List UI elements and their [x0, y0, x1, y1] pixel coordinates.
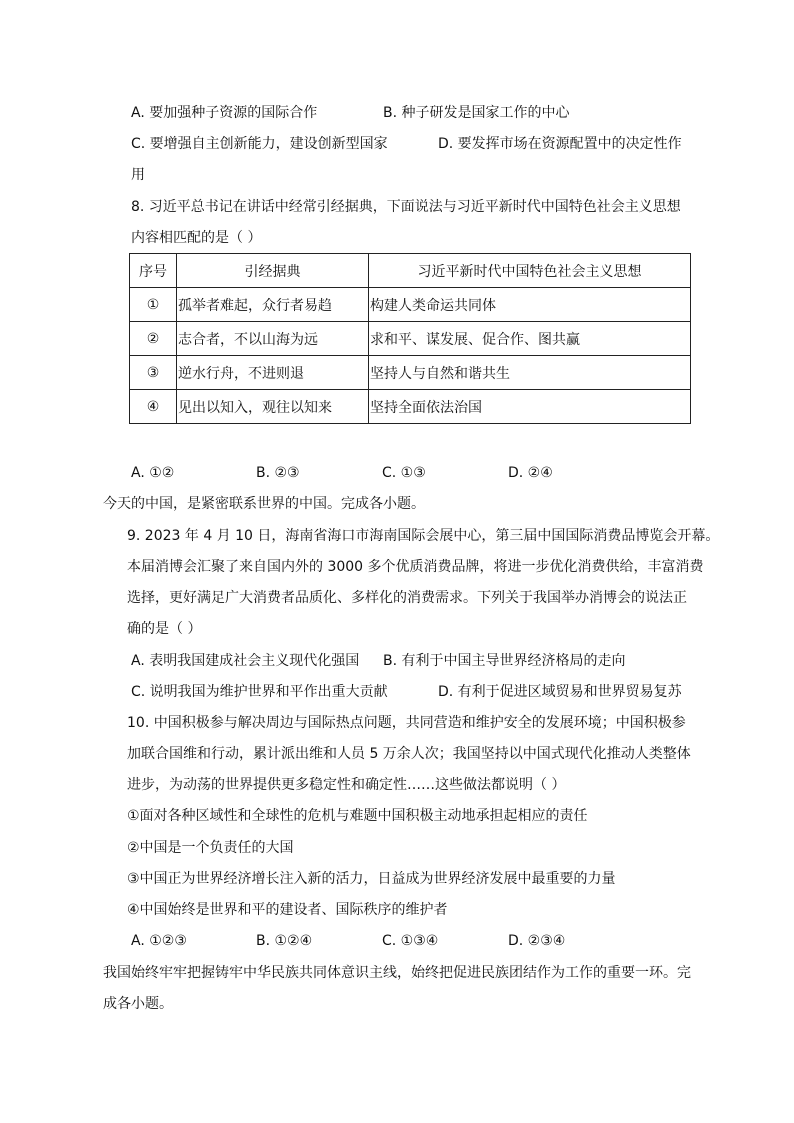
- q10-statement: ④中国始终是世界和平的建设者、国际秩序的维护者: [127, 902, 448, 918]
- q9-stem-line: 本届消博会汇聚了来自国内外的 3000 多个优质消费品牌，将进一步优化消费供给，丰富消费: [127, 559, 704, 575]
- q8-option-a: A. ①②: [131, 465, 175, 481]
- table-cell-quote: 志合者，不以山海为远: [177, 322, 369, 356]
- table-cell-quote: 逆水行舟，不进则退: [177, 356, 369, 390]
- table-header: 习近平新时代中国特色社会主义思想: [369, 254, 691, 288]
- table-header: 引经据典: [177, 254, 369, 288]
- q7-option-d: D. 要发挥市场在资源配置中的决定性作: [438, 136, 682, 152]
- table-cell-thought: 坚持人与自然和谐共生: [369, 356, 691, 390]
- q9-stem-line: 确的是（ ）: [127, 621, 202, 637]
- table-row: [130, 356, 691, 390]
- q10-statement: ①面对各种区域性和全球性的危机与难题中国积极主动地承担起相应的责任: [127, 808, 588, 824]
- q10-stem-line: 进步，为动荡的世界提供更多稳定性和确定性……这些做法都说明（ ）: [127, 777, 566, 793]
- q10-stem-line: 10. 中国积极参与解决周边与国际热点问题，共同营造和维护安全的发展环境；中国积极参: [127, 715, 686, 731]
- q9-option-b: B. 有利于中国主导世界经济格局的走向: [383, 653, 626, 669]
- table-cell-quote: 孤举者难起，众行者易趋: [177, 288, 369, 322]
- table-cell-index: ①: [130, 288, 177, 322]
- table-header: 序号: [130, 254, 177, 288]
- table-cell-thought: 坚持全面依法治国: [369, 390, 691, 424]
- q8-option-d: D. ②④: [508, 465, 553, 481]
- q10-option-c: C. ①③④: [382, 933, 439, 949]
- q7-option-a: A. 要加强种子资源的国际合作: [131, 105, 318, 121]
- q7-option-c: C. 要增强自主创新能力，建设创新型国家: [131, 136, 388, 152]
- q7-option-b: B. 种子研发是国家工作的中心: [383, 105, 570, 121]
- table-cell-thought: 求和平、谋发展、促合作、图共赢: [369, 322, 691, 356]
- table-cell-index: ④: [130, 390, 177, 424]
- q9-option-d: D. 有利于促进区域贸易和世界贸易复苏: [438, 684, 682, 700]
- q8-option-c: C. ①③: [382, 465, 426, 481]
- q10-option-a: A. ①②③: [131, 933, 187, 949]
- table-cell-thought: 构建人类命运共同体: [369, 288, 691, 322]
- q10-statement: ②中国是一个负责任的大国: [127, 840, 294, 856]
- table-row: [130, 390, 691, 424]
- section-intro-wrap: 成各小题。: [103, 996, 173, 1012]
- section-intro: 我国始终牢牢把握铸牢中华民族共同体意识主线，始终把促进民族团结作为工作的重要一环。完: [103, 965, 691, 981]
- table-cell-index: ③: [130, 356, 177, 390]
- q9-stem-line: 选择，更好满足广大消费者品质化、多样化的消费需求。下列关于我国举办消博会的说法正: [127, 590, 687, 606]
- q7-option-d-wrap: 用: [131, 167, 145, 183]
- q8-table: [129, 253, 691, 424]
- q8-stem-line2: 内容相匹配的是（ ）: [131, 230, 262, 246]
- section-intro: 今天的中国，是紧密联系世界的中国。完成各小题。: [103, 496, 425, 512]
- q10-statement: ③中国正为世界经济增长注入新的活力，日益成为世界经济发展中最重要的力量: [127, 871, 616, 887]
- q10-option-b: B. ①②④: [256, 933, 313, 949]
- q10-option-d: D. ②③④: [508, 933, 566, 949]
- table-row: [130, 322, 691, 356]
- q8-option-b: B. ②③: [256, 465, 300, 481]
- table-header-row: [130, 254, 691, 288]
- q8-stem-line1: 8. 习近平总书记在讲话中经常引经据典，下面说法与习近平新时代中国特色社会主义思想: [131, 199, 681, 215]
- table-cell-index: ②: [130, 322, 177, 356]
- q9-option-c: C. 说明我国为维护世界和平作出重大贡献: [131, 684, 388, 700]
- q9-stem-line: 9. 2023 年 4 月 10 日，海南省海口市海南国际会展中心，第三届中国国际消费品博览会开幕。: [127, 528, 720, 544]
- q10-stem-line: 加联合国维和行动，累计派出维和人员 5 万余人次；我国坚持以中国式现代化推动人类整体: [127, 746, 691, 762]
- q9-option-a: A. 表明我国建成社会主义现代化强国: [131, 653, 360, 669]
- table-cell-quote: 见出以知入，观往以知来: [177, 390, 369, 424]
- table-row: [130, 288, 691, 322]
